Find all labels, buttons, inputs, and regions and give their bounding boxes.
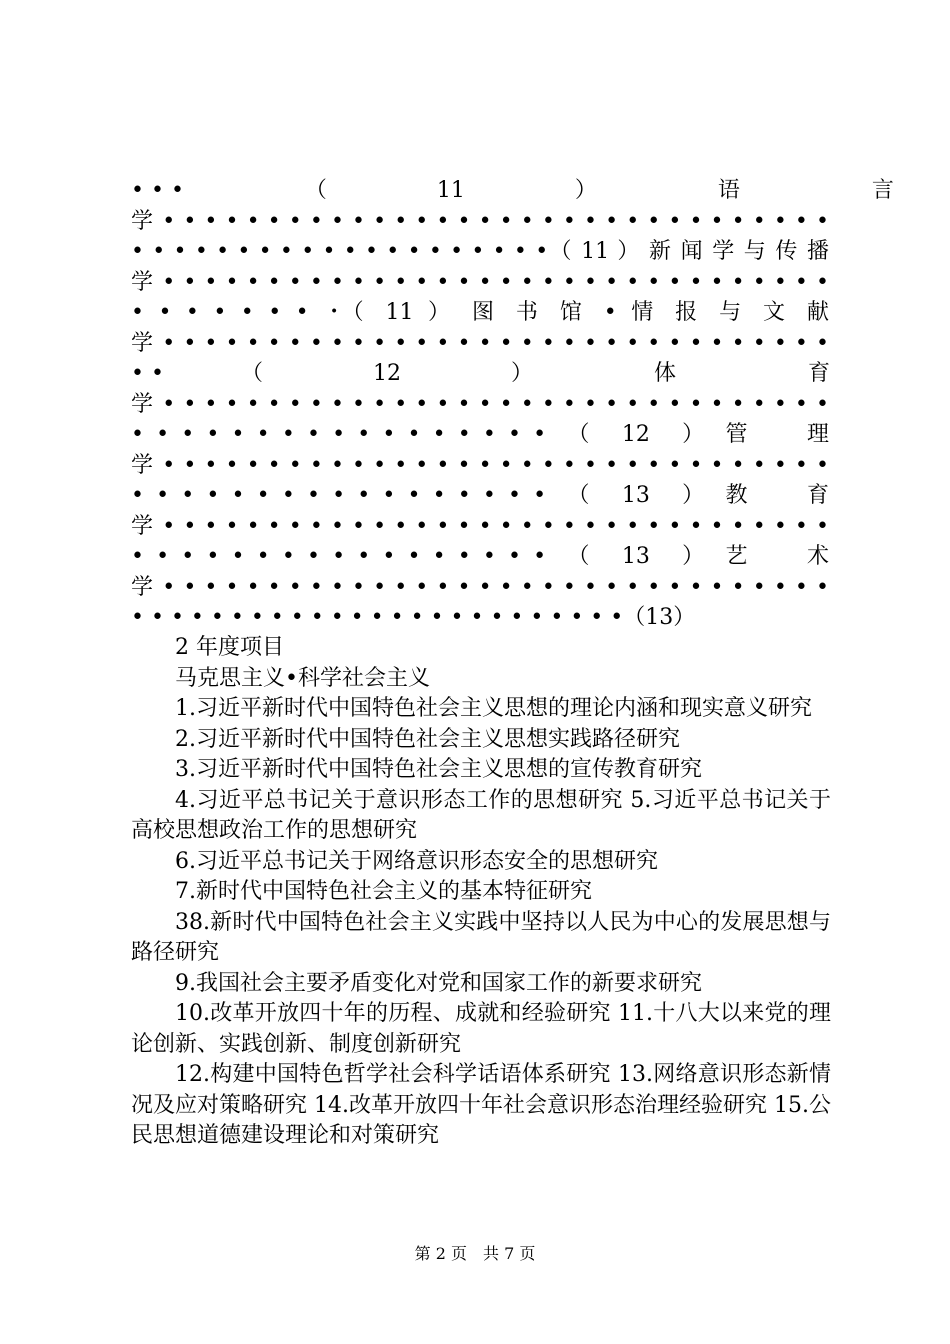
section-subheading: 马克思主义•科学社会主义 — [175, 665, 430, 691]
topic-item: 38.新时代中国特色社会主义实践中坚持以人民为中心的发展思想与路径研究 — [131, 909, 831, 965]
toc-line: 学 • • • • • • • • • • • • • • • • • • • • • • • • • • • • • • • • — [131, 209, 829, 234]
topic-item: 7.新时代中国特色社会主义的基本特征研究 — [175, 879, 592, 904]
body-text — [131, 633, 831, 1152]
toc-line: • • • • • • • • • • • • • • • • • • • •（ 11 ） 新 闻 学 与 传 播 — [131, 239, 829, 264]
toc-line: 学 • • • • • • • • • • • • • • • • • • • • • • • • • • • • • • • • — [131, 453, 829, 478]
topic-item: 10.改革开放四十年的历程、成就和经验研究 11.十八大以来党的理论创新、实践创新、制度创新研究 — [131, 1001, 831, 1057]
topic-item: 2.习近平新时代中国特色社会主义思想实践路径研究 — [175, 726, 680, 752]
toc-line: 学 • • • • • • • • • • • • • • • • • • • • • • • • • • • • • • • • — [131, 575, 829, 600]
toc-line: 学 • • • • • • • • • • • • • • • • • • • • • • • • • • • • • • • • — [131, 331, 829, 356]
topic-item: 4.习近平总书记关于意识形态工作的思想研究 5.习近平总书记关于高校思想政治工作的思想研究 — [131, 787, 831, 843]
topic-item: 6.习近平总书记关于网络意识形态安全的思想研究 — [175, 848, 658, 874]
toc-line: • • • • • • • • • • • • • • • • • （ 13 ） 教 育 — [131, 483, 829, 508]
toc-line: • • （ 12 ） 体 育 — [131, 361, 830, 386]
toc-line: 学 • • • • • • • • • • • • • • • • • • • • • • • • • • • • • • • • — [131, 514, 829, 539]
topic-item: 1.习近平新时代中国特色社会主义思想的理论内涵和现实意义研究 — [175, 696, 812, 721]
toc-line: • • • • • • • ・（ 11 ） 图 书 馆 • 情 报 与 文 献 — [131, 300, 829, 325]
toc-line: 学 • • • • • • • • • • • • • • • • • • • • • • • • • • • • • • • • — [131, 392, 829, 417]
page-footer: 第 2 页 共 7 页 — [414, 1244, 536, 1263]
toc-line: • • • • • • • • • • • • • • • • • （ 13 ） 艺 术 — [131, 544, 829, 569]
toc-line: 学 • • • • • • • • • • • • • • • • • • • • • • • • • • • • • • • • — [131, 270, 829, 295]
topic-item: 12.构建中国特色哲学社会科学话语体系研究 13.网络意识形态新情况及应对策略研究 14.改革开放四十年社会意识形态治理经验研究 15.公民思想道德建设理论和对策研究 — [131, 1062, 831, 1148]
toc-line: • • • • • • • • • • • • • • • • • • • • • • • • •（13） — [131, 605, 696, 630]
toc-line: • • • （ 11 ） 语 言 — [131, 178, 894, 203]
section-heading: 2 年度项目 — [175, 635, 284, 660]
toc-line: • • • • • • • • • • • • • • • • • （ 12 ） 管 理 — [131, 422, 829, 447]
topic-item: 9.我国社会主要矛盾变化对党和国家工作的新要求研究 — [175, 970, 702, 996]
topic-item: 3.习近平新时代中国特色社会主义思想的宣传教育研究 — [175, 757, 702, 782]
